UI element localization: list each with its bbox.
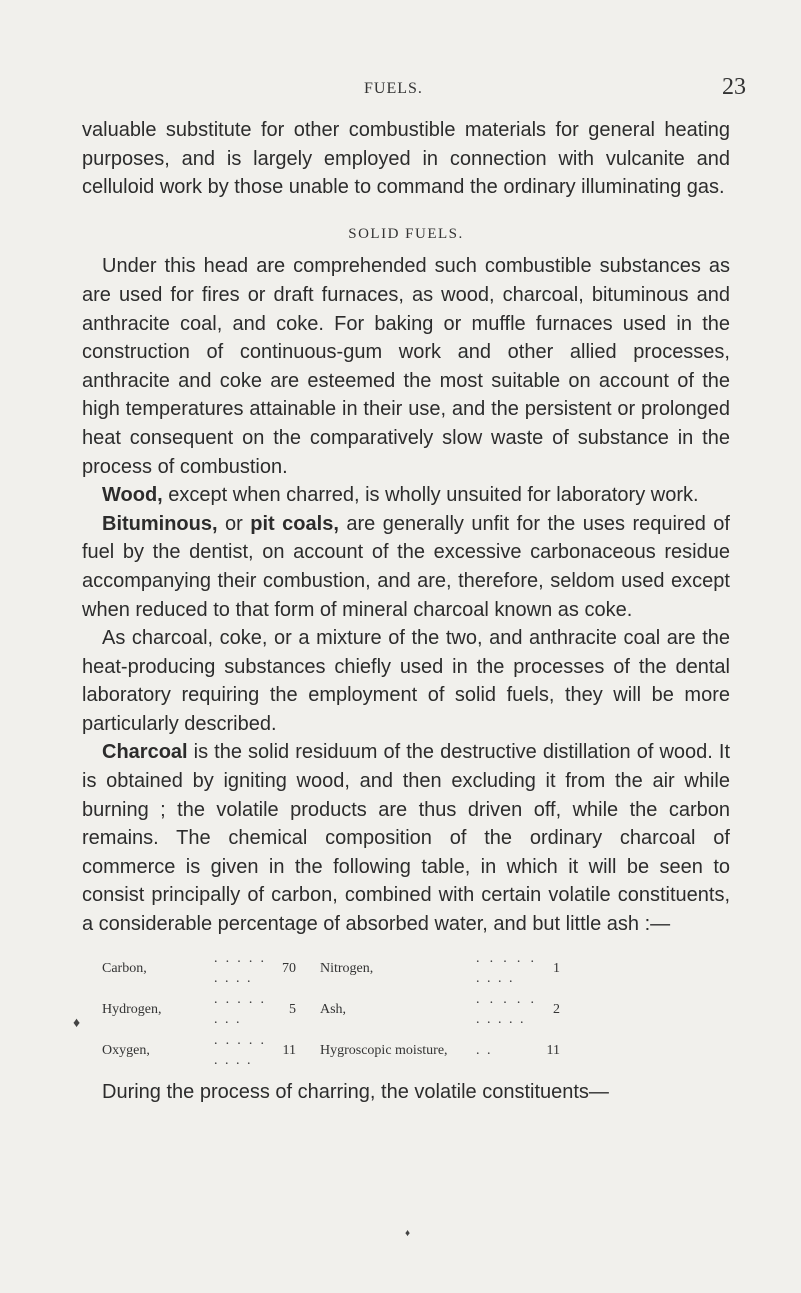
component-value: 11: [282, 1042, 296, 1058]
ink-mark-icon: ♦: [73, 1014, 81, 1030]
page-header: [0, 74, 801, 110]
component-label: Carbon,: [102, 960, 147, 976]
component-value: 2: [553, 1001, 560, 1017]
running-title: FUELS.: [364, 80, 423, 97]
component-value: 70: [282, 960, 296, 976]
leader-dots: . . . . . . . . .: [214, 950, 266, 986]
leader-dots: . .: [476, 1042, 493, 1058]
paragraph-bituminous-text: are generally unfit for the uses required of fuel by the dentist, on account of the excessive carbonaceous residue accompanying their combustion, and are, therefore, seldom used except when reduced to that form of mineral charcoal known as coke.: [82, 512, 730, 621]
component-value: 1: [553, 960, 560, 976]
paragraph-wood-text: except when charred, is wholly unsuited for laboratory work.: [162, 484, 699, 507]
term-bituminous: Bituminous,: [102, 512, 218, 535]
paragraph-charring: During the process of charring, the volatile constituents—: [102, 1080, 609, 1103]
paragraph-charcoal-text: is the solid residuum of the destructive distillation of wood. It is obtained by igniting wood, and then excluding it from the air while burning ; the volatile products are thus driven off, while the carbon remains. The chemical composition of the ordinary charcoal of commerce is given in the following table, in which it will be seen to consist principally of carbon, combined with certain volatile constituents, a considerable percentage of absorbed water, and but little ash :—: [82, 741, 730, 936]
component-label: Nitrogen,: [320, 960, 374, 976]
paragraph-bituminous: [82, 510, 730, 624]
page-number: 23: [722, 74, 746, 100]
component-label: Ash,: [320, 1001, 347, 1017]
leader-dots: . . . . . . . . .: [476, 950, 536, 986]
table-row: [102, 990, 560, 1031]
table-row: [102, 1031, 560, 1072]
composition-table: [102, 949, 560, 1072]
term-pit-coals: pit coals,: [250, 512, 339, 535]
section-heading: SOLID FUELS.: [348, 225, 464, 242]
component-label: Hygroscopic moisture,: [320, 1042, 448, 1058]
body-text: [82, 116, 730, 1106]
paragraph-heat-substances: As charcoal, coke, or a mixture of the two, and anthracite coal are the heat-producing substances chiefly used in the processes of the dental laboratory requiring the employment of solid fuels, they will be more particularly described.: [82, 627, 730, 735]
component-label: Oxygen,: [102, 1042, 150, 1058]
component-label: Hydrogen,: [102, 1001, 162, 1017]
ink-speck-icon: ♦: [405, 1228, 411, 1239]
paragraph-solid-fuels: Under this head are comprehended such combustible substances as are used for fires or draft furnaces, as wood, charcoal, bituminous and anthracite coal, and coke. For baking or muffle furnaces used in the construction of continuous-gum work and other allied processes, anthracite and coke are esteemed the most suitable on account of the high temperatures attainable in their use, and the persistent or prolonged heat consequent on the comparatively slow waste of substance in the process of combustion.: [82, 255, 730, 478]
paragraph-continuation: valuable substitute for other combustible materials for general heating purposes, and is largely employed in connection with vulcanite and celluloid work by those unable to command the ordinary illuminating gas.: [82, 119, 730, 199]
term-wood: Wood,: [102, 484, 163, 507]
paragraph-charcoal: [82, 738, 730, 938]
component-value: 5: [289, 1001, 296, 1017]
term-charcoal: Charcoal: [102, 741, 188, 764]
leader-dots: . . . . . . . . .: [214, 1032, 266, 1068]
table-row: [102, 949, 560, 990]
leader-dots: . . . . . . . . . .: [476, 991, 536, 1027]
paragraph-bituminous-connector: or: [217, 512, 251, 535]
paragraph-wood: [82, 481, 730, 510]
leader-dots: . . . . . . . .: [214, 991, 266, 1027]
component-value: 11: [546, 1042, 560, 1058]
